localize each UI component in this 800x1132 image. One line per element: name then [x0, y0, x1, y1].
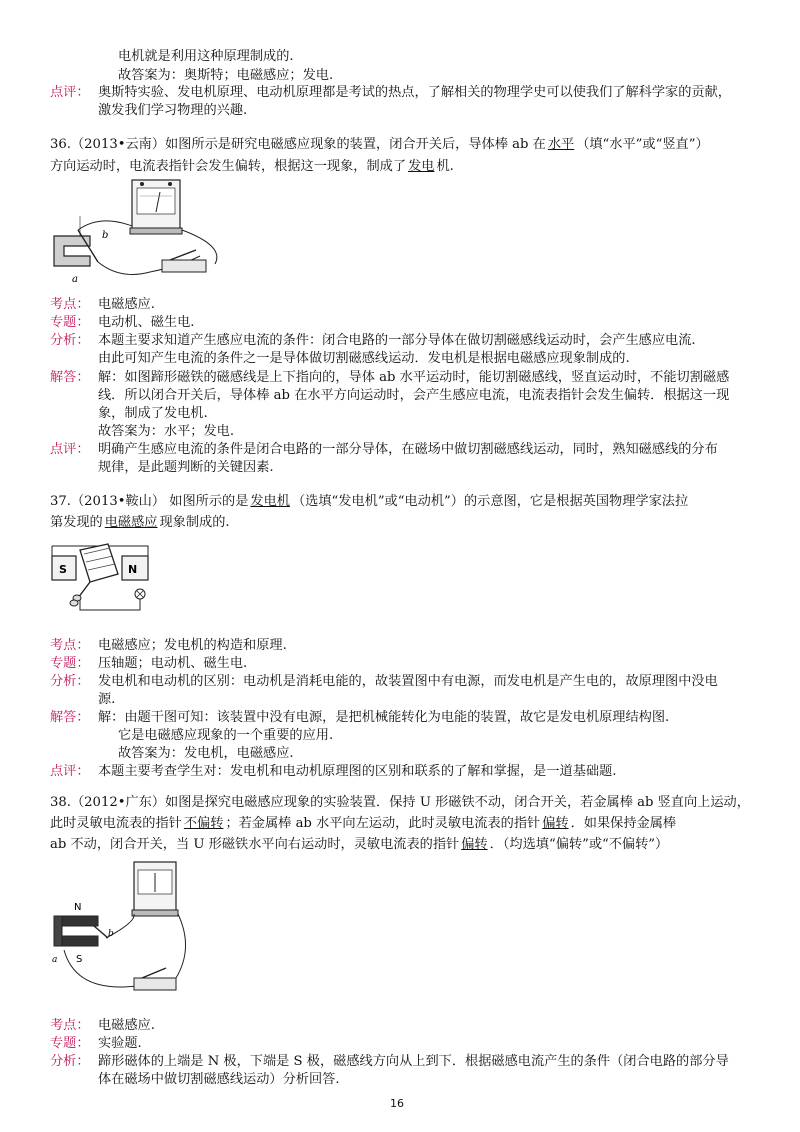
answer-blank: 发电	[408, 159, 435, 174]
kaodian-label: 考点：	[50, 638, 90, 653]
answer-blank: 偏转	[461, 837, 488, 852]
fenxi-label: 分析：	[50, 333, 90, 348]
answer-blank: 发电机	[250, 494, 290, 509]
text-line: 奥斯特实验、发电机原理、电动机原理都是考试的热点，了解相关的物理学史可以使我们了解科学家的贡献，	[98, 85, 731, 100]
dianping-text: 明确产生感应电流的条件是闭合电路的一部分导体，在磁场中做切割磁感线运动，同时，熟知磁感线的分布	[98, 442, 718, 457]
answer-blank: 不偏转	[183, 816, 224, 831]
question-38-line-3: ab 不动，闭合开关，当 U 形磁铁水平向右运动时，灵敏电流表的指针 偏转 ．（均选填“偏转”或“不偏转”）	[50, 837, 669, 852]
dianping-text: 本题主要考查学生对：发电机和电动机原理图的区别和联系的了解和掌握，是一道基础题.	[98, 764, 617, 779]
zhuanti-text: 电动机、磁生电.	[98, 315, 195, 330]
text-line: 电机就是利用这种原理制成的.	[118, 49, 294, 64]
jieda-text: 解：由题干图可知：该装置中没有电源，是把机械能转化为电能的装置，故它是发电机原理结构图.	[98, 710, 670, 725]
zhuanti-label: 专题：	[50, 1036, 90, 1051]
fig-label-n: N	[128, 563, 138, 576]
dianping-label: 点评：	[50, 442, 90, 457]
question-36-line-2: 方向运动时，电流表指针会发生偏转，根据这一现象，制成了 发电 机.	[50, 159, 454, 174]
question-36-line-1: 36.（2013•云南）如图所示是研究电磁感应现象的装置，闭合开关后，导体棒 ab 在 水平 （填“水平”或“竖直”）	[50, 137, 709, 152]
induction-experiment-figure	[46, 858, 196, 1008]
fenxi-text: 体在磁场中做切割磁感线运动）分析回答.	[98, 1072, 340, 1087]
text-line: 故答案为：奥斯特；电磁感应；发电.	[118, 68, 334, 83]
dianping-text: 规律，是此题判断的关键因素.	[98, 460, 274, 475]
kaodian-text: 电磁感应.	[98, 297, 155, 312]
zhuanti-label: 专题：	[50, 656, 90, 671]
generator-diagram-figure	[50, 536, 154, 616]
page-number: 16	[390, 1097, 404, 1110]
question-38-line-1: 38.（2012•广东）如图是探究电磁感应现象的实验装置．保持 U 形磁铁不动，闭合开关，若金属棒 ab 竖直向上运动，	[50, 795, 750, 810]
fig-label-s: S	[76, 954, 83, 965]
fenxi-label: 分析：	[50, 1054, 90, 1069]
fenxi-text: 本题主要求知道产生感应电流的条件：闭合电路的一部分导体在做切割磁感线运动时，会产生感应电流.	[98, 333, 696, 348]
fig-label-b: b	[108, 929, 114, 939]
text-line: 激发我们学习物理的兴趣.	[98, 103, 248, 118]
question-38-line-2: 此时灵敏电流表的指针 不偏转 ；若金属棒 ab 水平向左运动，此时灵敏电流表的指针 偏转 ．如果保持金属棒	[50, 816, 677, 831]
answer-blank: 水平	[547, 137, 575, 152]
question-37-line-1: 37.（2013•鞍山） 如图所示的是 发电机 （选填“发电机”或“电动机”）的示意图，它是根据英国物理学家法拉	[50, 494, 689, 509]
fenxi-label: 分析：	[50, 674, 90, 689]
answer-blank: 电磁感应	[104, 515, 158, 530]
zhuanti-text: 压轴题；电动机、磁生电.	[98, 656, 248, 671]
kaodian-label: 考点：	[50, 297, 90, 312]
fenxi-text: 发电机和电动机的区别：电动机是消耗电能的，故装置图中有电源，而发电机是产生电的，故原理图中没电	[98, 674, 718, 689]
jieda-label: 解答：	[50, 710, 90, 725]
jieda-text: 解：如图蹄形磁铁的磁感线是上下指向的，导体 ab 水平运动时，能切割磁感线，竖直运动时，不能切割磁感	[98, 370, 730, 385]
question-37-line-2: 第发现的 电磁感应 现象制成的.	[50, 515, 230, 530]
electromagnetic-induction-apparatus-figure	[50, 176, 240, 284]
fig-label-a: a	[72, 274, 78, 284]
comment-label: 点评：	[50, 85, 90, 100]
kaodian-label: 考点：	[50, 1018, 90, 1033]
zhuanti-text: 实验题.	[98, 1036, 142, 1051]
kaodian-text: 电磁感应；发电机的构造和原理.	[98, 638, 287, 653]
jieda-text: 象，制成了发电机.	[98, 406, 208, 421]
fenxi-text: 源.	[98, 692, 116, 707]
kaodian-text: 电磁感应.	[98, 1018, 155, 1033]
fenxi-text: 蹄形磁体的上端是 N 极，下端是 S 极，磁感线方向从上到下．根据磁感电流产生的条件（闭合电路的部分导	[98, 1054, 729, 1069]
dianping-label: 点评：	[50, 764, 90, 779]
jieda-text: 故答案为：发电机，电磁感应.	[118, 746, 294, 761]
fig-label-a: a	[52, 955, 58, 965]
fig-label-s: S	[59, 563, 67, 576]
answer-blank: 偏转	[542, 816, 569, 831]
jieda-text: 线．所以闭合开关后，导体棒 ab 在水平方向运动时，会产生感应电流，电流表指针会发生偏转．根据这一现	[98, 388, 730, 403]
fenxi-text: 由此可知产生电流的条件之一是导体做切割磁感线运动．发电机是根据电磁感应现象制成的.	[98, 351, 630, 366]
zhuanti-label: 专题：	[50, 315, 90, 330]
fig-label-b: b	[102, 230, 109, 241]
jieda-label: 解答：	[50, 370, 90, 385]
fig-label-n: N	[74, 902, 82, 913]
jieda-text: 它是电磁感应现象的一个重要的应用.	[118, 728, 334, 743]
jieda-text: 故答案为：水平；发电.	[98, 424, 235, 439]
